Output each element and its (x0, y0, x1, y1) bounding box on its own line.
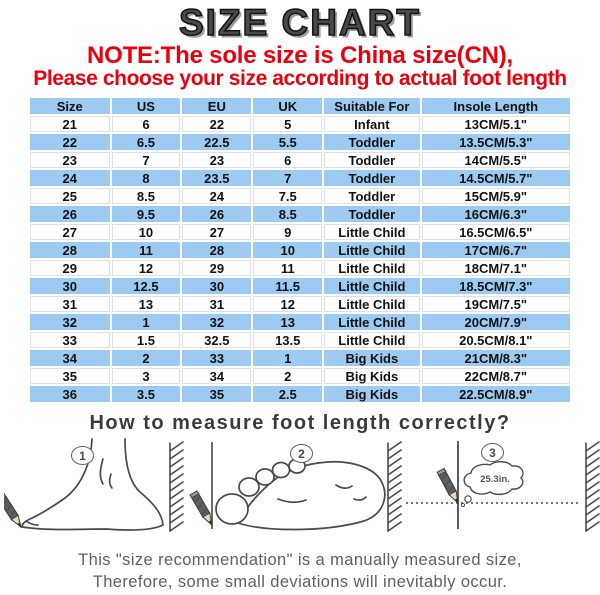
table-cell: 23 (182, 152, 251, 168)
table-row (30, 278, 570, 294)
table-cell: Little Child (324, 242, 419, 258)
table-cell: 31 (30, 296, 110, 312)
table-row (30, 242, 570, 258)
table-cell: 21 (30, 116, 110, 132)
footer-line-1: This "size recommendation" is a manually measured size, (78, 551, 522, 569)
foot-side-view-illustration (4, 437, 194, 541)
table-cell: Toddler (324, 206, 419, 222)
page (0, 3, 600, 595)
table-cell: 28 (182, 242, 251, 258)
table-cell: Big Kids (324, 350, 419, 366)
table-cell: 24 (182, 188, 251, 204)
table-cell: 33 (30, 332, 110, 348)
table-cell: 30 (30, 278, 110, 294)
wall-hatch-icon (586, 442, 599, 531)
table-cell: 8.5 (112, 188, 181, 204)
table-cell: 9 (253, 224, 322, 240)
table-cell: 2 (112, 350, 181, 366)
table-cell: 34 (30, 350, 110, 366)
table-cell: Little Child (324, 332, 419, 348)
step-1-badge: 1 (71, 446, 94, 465)
table-cell: Infant (324, 116, 419, 132)
table-cell: 22.5 (182, 134, 251, 150)
header-row (30, 98, 570, 114)
table-cell: 22CM/8.7" (422, 368, 570, 384)
table-cell: 16.5CM/6.5" (422, 224, 570, 240)
thought-bubble-icon (461, 462, 523, 507)
table-cell: 2 (253, 368, 322, 384)
table-cell: 26 (182, 206, 251, 222)
footer-line-2: Therefore, some small deviations will inevitably occur. (92, 573, 508, 591)
wall-hatch-icon (388, 442, 401, 531)
table-cell: 35 (30, 368, 110, 384)
table-cell: Toddler (324, 170, 419, 186)
column-header: Size (30, 98, 110, 114)
page-title: SIZE CHART (179, 2, 421, 43)
table-cell: 8 (112, 170, 181, 186)
measure-illustrations (0, 437, 600, 541)
table-row (30, 188, 570, 204)
table-row (30, 170, 570, 186)
table-cell: 11.5 (253, 278, 322, 294)
table-cell: 3.5 (112, 386, 181, 402)
table-cell: 20CM/7.9" (422, 314, 570, 330)
size-chart-table (28, 96, 572, 404)
table-row (30, 368, 570, 384)
table-cell: Little Child (324, 260, 419, 276)
table-cell: Little Child (324, 314, 419, 330)
table-cell: 13CM/5.1" (422, 116, 570, 132)
table-cell: 32.5 (182, 332, 251, 348)
step-2-badge: 2 (290, 444, 313, 463)
table-cell: 27 (182, 224, 251, 240)
table-cell: 19CM/7.5" (422, 296, 570, 312)
table-cell: 20.5CM/8.1" (422, 332, 570, 348)
table-cell: Big Kids (324, 386, 419, 402)
table-cell: 14.5CM/5.7" (422, 170, 570, 186)
table-cell: 22.5CM/8.9" (422, 386, 570, 402)
table-cell: 7 (253, 170, 322, 186)
table-cell: 22 (30, 134, 110, 150)
table-cell: 9.5 (112, 206, 181, 222)
table-cell: 21CM/8.3" (422, 350, 570, 366)
table-cell: 6.5 (112, 134, 181, 150)
note-line-2: Please choose your size according to actual foot length (33, 67, 567, 90)
table-cell: 23 (30, 152, 110, 168)
table-row (30, 224, 570, 240)
pencil-icon (4, 494, 24, 529)
table-cell: 12.5 (112, 278, 181, 294)
footer-disclaimer (0, 549, 600, 593)
table-cell: 2.5 (253, 386, 322, 402)
table-cell: 12 (112, 260, 181, 276)
size-chart-page (0, 3, 600, 595)
step-3-badge: 3 (481, 443, 504, 462)
table-cell: 3 (112, 368, 181, 384)
table-cell: 5.5 (253, 134, 322, 150)
table-cell: 18CM/7.1" (422, 260, 570, 276)
table-row (30, 314, 570, 330)
table-cell: 10 (253, 242, 322, 258)
table-cell: 29 (30, 260, 110, 276)
table-cell: 16CM/6.3" (422, 206, 570, 222)
table-cell: 26 (30, 206, 110, 222)
table-cell: 31 (182, 296, 251, 312)
table-cell: 1 (112, 314, 181, 330)
table-cell: Toddler (324, 188, 419, 204)
table-cell: 17CM/6.7" (422, 242, 570, 258)
table-row (30, 206, 570, 222)
table-cell: 34 (182, 368, 251, 384)
column-header: EU (182, 98, 251, 114)
table-cell: 10 (112, 224, 181, 240)
table-cell: 8.5 (253, 206, 322, 222)
table-cell: 13 (253, 314, 322, 330)
table-cell: 12 (253, 296, 322, 312)
table-cell: Toddler (324, 134, 419, 150)
table-cell: 6 (253, 152, 322, 168)
measure-heading: How to measure foot length correctly? (89, 412, 511, 434)
table-cell: 25 (30, 188, 110, 204)
table-cell: 7 (112, 152, 181, 168)
note-line-1: NOTE:The sole size is China size(CN), (86, 42, 514, 69)
column-header: Insole Length (422, 98, 570, 114)
table-cell: 24 (30, 170, 110, 186)
table-cell: 7.5 (253, 188, 322, 204)
table-cell: 22 (182, 116, 251, 132)
table-row (30, 332, 570, 348)
wall-hatch-icon (170, 442, 183, 531)
table-row (30, 260, 570, 276)
table-cell: 1 (253, 350, 322, 366)
column-header: UK (253, 98, 322, 114)
table-cell: 11 (112, 242, 181, 258)
table-cell: Little Child (324, 224, 419, 240)
table-cell: 30 (182, 278, 251, 294)
table-cell: 32 (182, 314, 251, 330)
table-cell: 14CM/5.5" (422, 152, 570, 168)
table-row (30, 134, 570, 150)
table-row (30, 386, 570, 402)
bubble-measurement-text: 25.3in. (480, 474, 510, 485)
table-cell: 1.5 (112, 332, 181, 348)
table-cell: 33 (182, 350, 251, 366)
table-cell: Little Child (324, 296, 419, 312)
table-cell: 32 (30, 314, 110, 330)
table-row (30, 116, 570, 132)
table-row (30, 296, 570, 312)
table-cell: 35 (182, 386, 251, 402)
column-header: US (112, 98, 181, 114)
table-cell: 13.5 (253, 332, 322, 348)
table-row (30, 152, 570, 168)
table-cell: Toddler (324, 152, 419, 168)
table-cell: 28 (30, 242, 110, 258)
table-cell: 13.5CM/5.3" (422, 134, 570, 150)
table-cell: Little Child (324, 278, 419, 294)
table-cell: 5 (253, 116, 322, 132)
table-cell: 13 (112, 296, 181, 312)
table-cell: 27 (30, 224, 110, 240)
table-cell: 6 (112, 116, 181, 132)
table-cell: 36 (30, 386, 110, 402)
foot-outline-icon (216, 459, 385, 530)
table-cell: 15CM/5.9" (422, 188, 570, 204)
table-cell: 11 (253, 260, 322, 276)
table-cell: 29 (182, 260, 251, 276)
table-cell: 23.5 (182, 170, 251, 186)
table-row (30, 350, 570, 366)
table-cell: 18.5CM/7.3" (422, 278, 570, 294)
column-header: Suitable For (324, 98, 419, 114)
table-cell: Big Kids (324, 368, 419, 384)
